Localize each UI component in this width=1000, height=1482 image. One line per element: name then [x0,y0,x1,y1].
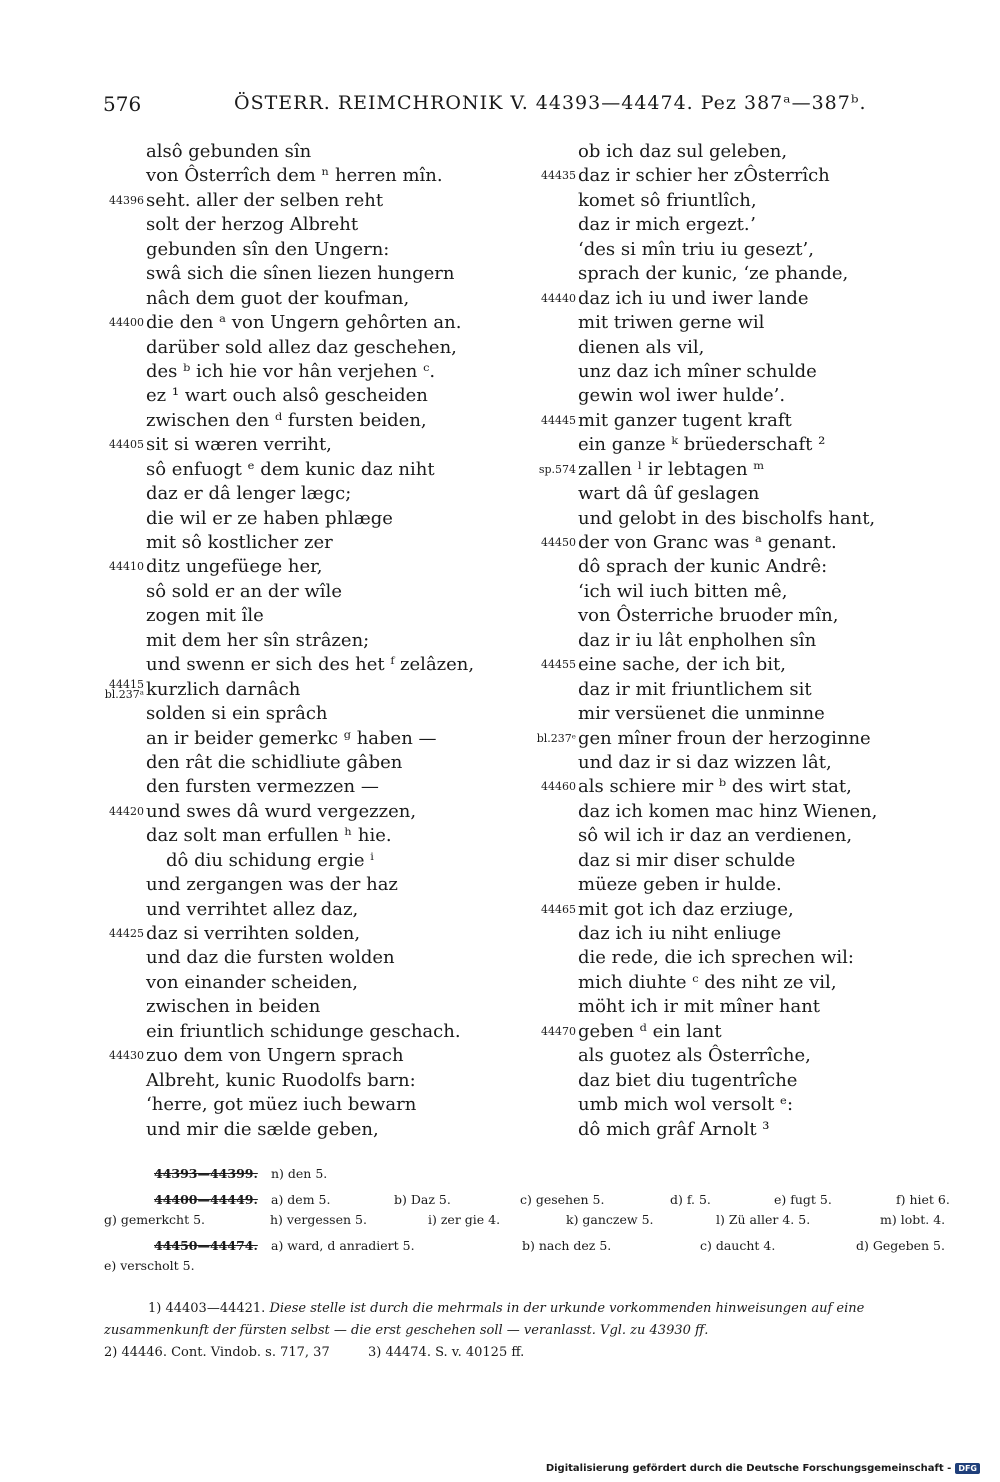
verse-line [536,678,936,702]
verse-line [536,824,936,848]
verse-line [104,360,504,384]
verse-line [536,433,936,457]
verse-line [536,336,936,360]
line-number: 44410 [109,560,144,574]
verse-text: wart dâ ûf geslagen [578,483,760,505]
footnote-text: Diese stelle ist durch die mehrmals in der urkunde vorkommenden hinweisungen auf eine zusammenkunft der fürsten selbst — die erst geschehen soll — veranlasst. Vgl. zu 43930 ff. [104,1301,865,1338]
verse-line [536,189,936,213]
verse-line [104,1044,504,1068]
apparatus-row [104,1164,964,1184]
right-verse-column [536,140,936,1142]
verse-text: als schiere mir ᵇ des wirt stat, [578,776,852,798]
line-number: 44440 [541,291,576,305]
page-number: 576 [103,92,142,116]
verse-line [536,409,936,433]
apparatus-row [104,1210,964,1230]
apparatus-entry: b) Daz 5. [394,1192,451,1207]
verse-line [536,238,936,262]
verse-line [104,555,504,579]
verse-line [104,971,504,995]
verse-line [536,458,936,482]
verse-line [536,555,936,579]
verse-line [536,164,936,188]
verse-line [536,1093,936,1117]
line-number: 44420 [109,804,144,818]
line-number: 44460 [541,780,576,794]
line-number: 44455 [541,658,576,672]
verse-line [104,800,504,824]
verse-line [104,164,504,188]
verse-text: daz ir mich ergezt.ʼ [578,214,756,236]
verse-line [536,800,936,824]
footnotes [104,1298,964,1364]
verse-text: von Ôsterrîch dem ⁿ herren mîn. [146,165,443,187]
verse-text: an ir beider gemerkc ᵍ haben — [146,727,437,749]
verse-text: geben ᵈ ein lant [578,1020,722,1042]
verse-line [536,898,936,922]
footnote-2-3 [104,1342,964,1364]
verse-line [536,971,936,995]
verse-text: solt der herzog Albreht [146,214,359,236]
apparatus-entry: h) vergessen 5. [270,1212,367,1227]
verse-text: die wil er ze haben phlæge [146,507,393,529]
verse-text: komet sô friuntlîch, [578,189,757,211]
verse-text: solden si ein sprâch [146,703,328,725]
running-title: ÖSTERR. REIMCHRONIK V. 44393—44474. Pez 387ᵃ—387ᵇ. [234,92,867,114]
verse-text: sô enfuogt ᵉ dem kunic daz niht [146,458,435,480]
apparatus-entry: m) lobt. 4. [880,1212,946,1227]
verse-text: und swenn er sich des het ᶠ zelâzen, [146,654,475,676]
apparatus-row [104,1236,964,1256]
verse-line [104,849,504,873]
verse-line [536,1118,936,1142]
verse-line [536,604,936,628]
verse-line [104,678,504,702]
verse-line [536,213,936,237]
verse-text: eine sache, der ich bit, [578,654,787,676]
verse-line [104,629,504,653]
line-number: 44415 bl.237ᵃ [104,677,144,701]
verse-line [536,946,936,970]
verse-line [536,360,936,384]
verse-text: dô diu schidung ergie ⁱ [166,849,374,871]
footnote-1 [104,1298,964,1342]
verse-text: dô sprach der kunic Andrê: [578,556,828,578]
apparatus-row [104,1190,964,1210]
verse-line [104,995,504,1019]
footnote-ref: 1) 44403—44421. [148,1301,266,1316]
verse-line [104,482,504,506]
verse-text: müeze geben ir hulde. [578,874,782,896]
verse-line [536,384,936,408]
verse-text: ʻherre, got müez iuch bewarn [146,1094,417,1116]
verse-text: daz si mir diser schulde [578,849,796,871]
apparatus-entry: e) verscholt 5. [104,1258,195,1273]
verse-line [104,873,504,897]
verse-text: seht. aller der selben reht [146,189,384,211]
verse-text: die den ᵃ von Ungern gehôrten an. [146,312,462,334]
verse-text: swâ sich die sînen liezen hungern [146,263,455,285]
verse-text: dienen als vil, [578,336,705,358]
apparatus-entry: a) ward, d anradiert 5. [271,1238,415,1253]
line-number: 44470 [541,1024,576,1038]
verse-text: daz er dâ lenger lægc; [146,483,352,505]
verse-line [104,287,504,311]
verse-text: gen mîner froun der herzoginne [578,727,871,749]
verse-text: alsô gebunden sîn [146,141,312,162]
line-number: 44465 [541,902,576,916]
verse-line [104,238,504,262]
verse-text: daz ich iu niht enliuge [578,923,782,944]
verse-line [104,336,504,360]
verse-text: gebunden sîn den Ungern: [146,238,390,260]
verse-text: sô wil ich ir daz an verdienen, [578,825,853,847]
apparatus-entry: d) Gegeben 5. [856,1238,945,1253]
apparatus-entry: g) gemerkcht 5. [104,1212,206,1227]
verse-line [536,482,936,506]
verse-line [536,702,936,726]
verse-text: der von Granc was ᵃ genant. [578,532,837,553]
apparatus-entry: n) den 5. [271,1166,328,1181]
verse-line [104,1020,504,1044]
verse-text: mit sô kostlicher zer [146,532,333,553]
verse-line [536,775,936,799]
left-verse-column [104,140,504,1142]
line-number: 44405 [109,438,144,452]
dfg-footer [546,1463,980,1474]
verse-text: sô sold er an der wîle [146,580,342,602]
verse-text: und daz die fursten wolden [146,947,395,969]
verse-text: zuo dem von Ungern sprach [146,1045,404,1067]
verse-text: daz ich komen mac hinz Wienen, [578,800,878,822]
verse-text: umb mich wol versolt ᵉ: [578,1094,794,1116]
verse-text: daz ir mit friuntlichem sit [578,678,812,700]
verse-text: mit got ich daz erziuge, [578,898,794,920]
line-number: 44396 [109,193,144,207]
verse-line [536,1069,936,1093]
verse-line [104,531,504,555]
verse-text: als guotez als Ôsterrîche, [578,1045,811,1067]
verse-line [536,287,936,311]
verse-line [536,1044,936,1068]
verse-text: ob ich daz sul geleben, [578,141,788,162]
verse-text: sit si wæren verriht, [146,434,332,456]
verse-line [104,775,504,799]
verse-text: zwischen in beiden [146,996,321,1018]
verse-text: daz biet diu tugentrîche [578,1069,798,1091]
verse-text: und zergangen was der haz [146,874,398,896]
line-number: bl.237ᵉ [536,731,576,745]
verse-line [104,898,504,922]
verse-line [104,580,504,604]
verse-line [104,751,504,775]
verse-line [104,604,504,628]
verse-line [104,727,504,751]
verse-line [104,824,504,848]
verse-text: mit dem her sîn strâzen; [146,629,370,651]
verse-text: dô mich grâf Arnolt ³ [578,1118,770,1140]
page-header [0,92,1000,122]
verse-line [536,751,936,775]
verse-text: daz solt man erfullen ʰ hie. [146,825,392,847]
verse-line [536,629,936,653]
line-number: 44450 [541,536,576,549]
verse-text: und mir die sælde geben, [146,1118,379,1140]
verse-line [104,458,504,482]
verse-line [104,922,504,946]
verse-line [536,1020,936,1044]
verse-text: ein friuntlich schidunge geschach. [146,1020,461,1042]
verse-text: sprach der kunic, ʻze phande, [578,263,849,285]
verse-text: kurzlich darnâch [146,678,301,700]
verse-text: zallen ˡ ir lebtagen ᵐ [578,458,765,480]
verse-text: ditz ungefüege her, [146,556,323,578]
verse-line [536,727,936,751]
verse-text: die rede, die ich sprechen wil: [578,947,854,969]
apparatus-entry: l) Zü aller 4. 5. [716,1212,811,1227]
verse-line [104,433,504,457]
line-number: 44435 [541,169,576,183]
verse-text: zwischen den ᵈ fursten beiden, [146,409,427,431]
verse-text: und verrihtet allez daz, [146,898,359,920]
verse-line [104,262,504,286]
verse-line [104,140,504,164]
verse-line [536,262,936,286]
verse-text: mit triwen gerne wil [578,312,765,334]
verse-text: und daz ir si daz wizzen lât, [578,751,832,773]
line-number: 44400 [109,316,144,330]
verse-line [536,580,936,604]
line-number: 44425 [109,927,144,940]
verse-text: mit ganzer tugent kraft [578,409,792,431]
verse-text: des ᵇ ich hie vor hân verjehen ᶜ. [146,360,436,382]
apparatus-range: 44393—44399. [154,1166,258,1181]
verse-line [104,702,504,726]
line-number: sp.574 [538,462,576,476]
verse-line [104,507,504,531]
verse-line [104,213,504,237]
verse-line [104,1118,504,1142]
verse-line [104,946,504,970]
verse-text: zogen mit île [146,605,264,627]
verse-line [104,409,504,433]
verse-line [536,140,936,164]
verse-text: daz ich iu und iwer lande [578,287,809,309]
verse-text: und gelobt in des bischolfs hant, [578,507,876,529]
verse-line [536,922,936,946]
verse-text: mich diuhte ᶜ des niht ze vil, [578,971,837,993]
verse-line [536,311,936,335]
verse-text: von Ôsterriche bruoder mîn, [578,605,839,627]
verse-text: daz ir iu lât enpholhen sîn [578,629,817,651]
line-number: 44430 [109,1049,144,1063]
dfg-logo: DFG [955,1463,980,1474]
apparatus-entry: e) fugt 5. [774,1192,832,1207]
apparatus-row [104,1256,964,1276]
funding-notice: Digitalisierung gefördert durch die Deutsche Forschungsgemeinschaft - [545,1463,952,1474]
verse-line [536,849,936,873]
verse-text: daz ir schier her zÔsterrîch [578,165,830,187]
footnote-2: 2) 44446. Cont. Vindob. s. 717, 37 [104,1345,330,1360]
verse-line [104,1093,504,1117]
apparatus-entry: d) f. 5. [670,1192,711,1207]
verse-text: ein ganze ᵏ brüederschaft ² [578,434,826,456]
verse-line [536,507,936,531]
verse-text: unz daz ich mîner schulde [578,360,817,382]
verse-text: gewin wol iwer hulde’. [578,385,786,407]
apparatus-entry: b) nach dez 5. [522,1238,612,1253]
apparatus-entry: a) dem 5. [271,1192,331,1207]
footnote-3: 3) 44474. S. v. 40125 ff. [368,1345,525,1360]
verse-text: von einander scheiden, [146,971,358,993]
verse-line [536,531,936,555]
verse-text: den rât die schidliute gâben [146,751,403,773]
verse-text: ʻich wil iuch bitten mê, [578,580,788,602]
verse-line [104,384,504,408]
apparatus-entry: k) ganczew 5. [566,1212,654,1227]
verse-line [536,653,936,677]
critical-apparatus [104,1164,964,1276]
verse-line [104,311,504,335]
apparatus-range: 44400—44449. [154,1192,258,1207]
verse-line [104,653,504,677]
verse-text: möht ich ir mit mîner hant [578,996,821,1018]
verse-text: den fursten vermezzen — [146,776,379,798]
apparatus-entry: c) daucht 4. [700,1238,776,1253]
verse-line [536,995,936,1019]
verse-line [536,873,936,897]
verse-line [104,1069,504,1093]
line-number: 44445 [541,413,576,427]
verse-text: darüber sold allez daz geschehen, [146,336,457,358]
verse-text: daz si verrihten solden, [146,923,361,944]
verse-text: ez ¹ wart ouch alsô gescheiden [146,385,428,407]
apparatus-range: 44450—44474. [154,1238,258,1253]
apparatus-entry: i) zer gie 4. [428,1212,501,1227]
verse-text: Albreht, kunic Ruodolfs barn: [146,1069,416,1091]
verse-text: und swes dâ wurd vergezzen, [146,800,417,822]
verse-line [104,189,504,213]
verse-text: ʻdes si mîn triu iu gesezt’, [578,238,814,260]
apparatus-entry: f) hiet 6. [896,1192,950,1207]
apparatus-entry: c) gesehen 5. [520,1192,605,1207]
verse-text: nâch dem guot der koufman, [146,287,410,309]
verse-text: mir versüenet die unminne [578,703,825,725]
